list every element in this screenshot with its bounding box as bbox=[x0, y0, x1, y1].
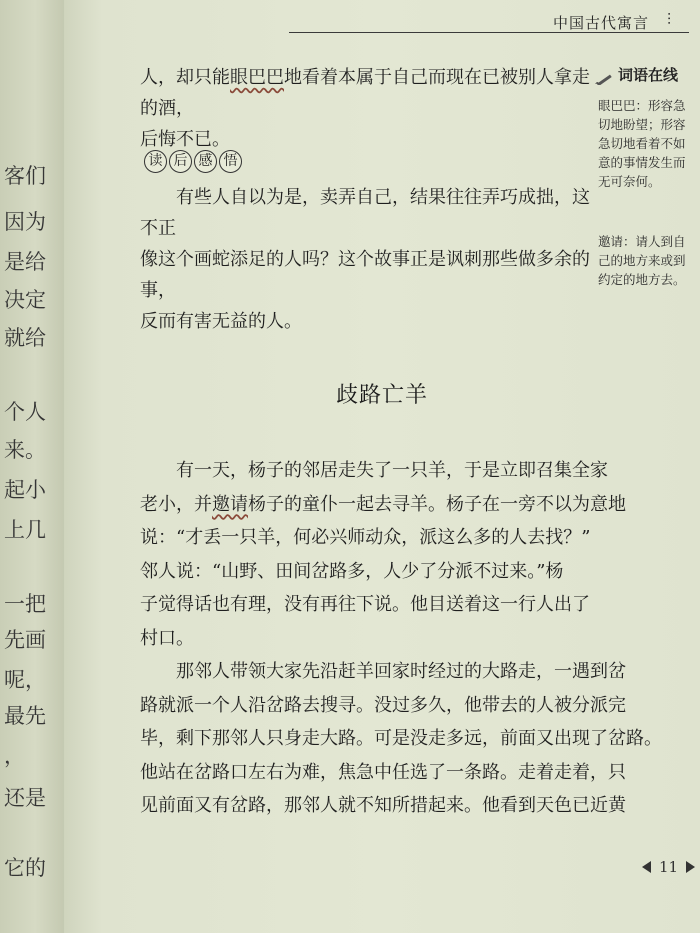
section-label-char: 读 bbox=[144, 150, 167, 173]
left-page-line: 一把 bbox=[4, 592, 46, 616]
sidebar-header bbox=[594, 64, 678, 85]
left-page-line: 还是 bbox=[4, 786, 46, 810]
vocab-highlight: 邀请 bbox=[212, 493, 248, 515]
left-page-line: 它的 bbox=[4, 856, 46, 880]
text-span: 见前面又有岔路，那邻人就不知所措起来。他看到天色已近黄 bbox=[140, 795, 626, 816]
text-line bbox=[140, 689, 680, 723]
pencil-icon bbox=[594, 65, 614, 85]
left-page-edge bbox=[0, 0, 64, 933]
left-page-line: 最先 bbox=[4, 704, 46, 728]
left-page-line: 客们 bbox=[4, 164, 46, 188]
page-number bbox=[642, 858, 695, 876]
text-span: 子觉得话也有理，没有再往下说。他目送着这一行人出了 bbox=[140, 594, 590, 615]
left-page-line: ， bbox=[4, 744, 25, 768]
left-page-line: 决定 bbox=[4, 288, 46, 312]
text-span: 人，却只能 bbox=[140, 67, 230, 88]
story1-ending bbox=[140, 62, 590, 155]
section-label-char: 后 bbox=[169, 150, 192, 173]
vocab-highlight: 眼巴巴 bbox=[230, 67, 284, 88]
text-line bbox=[140, 789, 680, 823]
text-span: 路就派一个人沿岔路去搜寻。没过多久，他带去的人被分派完 bbox=[140, 694, 626, 716]
sidebar-note-yaoqing: 邀请：请人到自己的地方来或到约定的地方去。 bbox=[598, 234, 686, 287]
text-span: 说：“才丢一只羊，何必兴师动众，派这么多的人去找？” bbox=[140, 527, 591, 548]
left-page-line: 起小 bbox=[4, 478, 46, 502]
left-page-line: 因为 bbox=[4, 210, 46, 234]
story-title: 歧路亡羊 bbox=[335, 383, 428, 408]
sidebar-note-yanbaba: 眼巴巴：形容急切地盼望；形容急切地看着不如意的事情发生而无可奈何。 bbox=[598, 98, 686, 189]
left-page-line: 先画 bbox=[4, 628, 46, 652]
reflection-line: 有些人自以为是，卖弄自己，结果往往弄巧成拙，这不正 bbox=[140, 187, 590, 239]
section-label-char: 悟 bbox=[219, 150, 242, 173]
left-page-line: 是给 bbox=[4, 250, 46, 274]
header-mark-icon: ⫶ bbox=[666, 10, 671, 29]
text-span: 老小，并 bbox=[140, 493, 212, 515]
left-page-line: 来。 bbox=[4, 438, 46, 462]
running-header bbox=[289, 10, 689, 33]
reflection-line: 像这个画蛇添足的人吗？这个故事正是讽刺那些做多余的事， bbox=[140, 249, 590, 301]
text-span: 村口。 bbox=[140, 627, 194, 649]
book-title: 中国古代寓言 bbox=[552, 14, 649, 32]
text-line bbox=[140, 588, 680, 622]
text-line bbox=[140, 521, 680, 555]
section-label-reflection bbox=[144, 150, 242, 173]
text-span: 那邻人带领大家先沿赶羊回家时经过的大路走，一遇到岔 bbox=[176, 661, 626, 682]
text-line bbox=[140, 62, 590, 124]
reflection-text bbox=[140, 182, 600, 337]
text-line bbox=[140, 722, 680, 756]
text-span: 邻人说：“山野、田间岔路多，人少了分派不过来。”杨 bbox=[140, 560, 564, 582]
text-line bbox=[140, 622, 680, 656]
text-span: 杨子的童仆一起去寻羊。杨子在一旁不以为意地 bbox=[248, 493, 626, 515]
text-span: 地看着本属于自己而现在已被别人拿走的酒， bbox=[140, 67, 590, 119]
text-span: 有一天，杨子的邻居走失了一只羊，于是立即召集全家 bbox=[176, 460, 608, 481]
text-line bbox=[140, 756, 680, 790]
left-page-line: 呢， bbox=[4, 668, 46, 692]
text-span: 后悔不已。 bbox=[140, 129, 230, 150]
left-page-line: 个人 bbox=[4, 400, 46, 424]
sidebar-title: 词语在线 bbox=[618, 66, 679, 84]
section-label-char: 感 bbox=[194, 150, 217, 173]
text-span: 毕，剩下那邻人只身走大路。可是没走多远，前面又出现了岔路。 bbox=[140, 728, 662, 749]
text-line bbox=[140, 488, 680, 522]
right-page bbox=[64, 0, 700, 933]
text-line bbox=[140, 655, 680, 689]
reflection-line: 反而有害无益的人。 bbox=[140, 311, 302, 332]
left-page-line: 就给 bbox=[4, 326, 46, 350]
text-line bbox=[140, 555, 680, 589]
left-page-line: 上几 bbox=[4, 518, 46, 542]
page-number-text: 11 bbox=[659, 858, 679, 876]
left-triangle-icon bbox=[642, 861, 651, 873]
right-triangle-icon bbox=[686, 861, 695, 873]
text-line bbox=[140, 454, 680, 488]
text-span: 他站在岔路口左右为难，焦急中任选了一条路。走着走着，只 bbox=[140, 761, 626, 783]
story2-text bbox=[140, 454, 680, 823]
